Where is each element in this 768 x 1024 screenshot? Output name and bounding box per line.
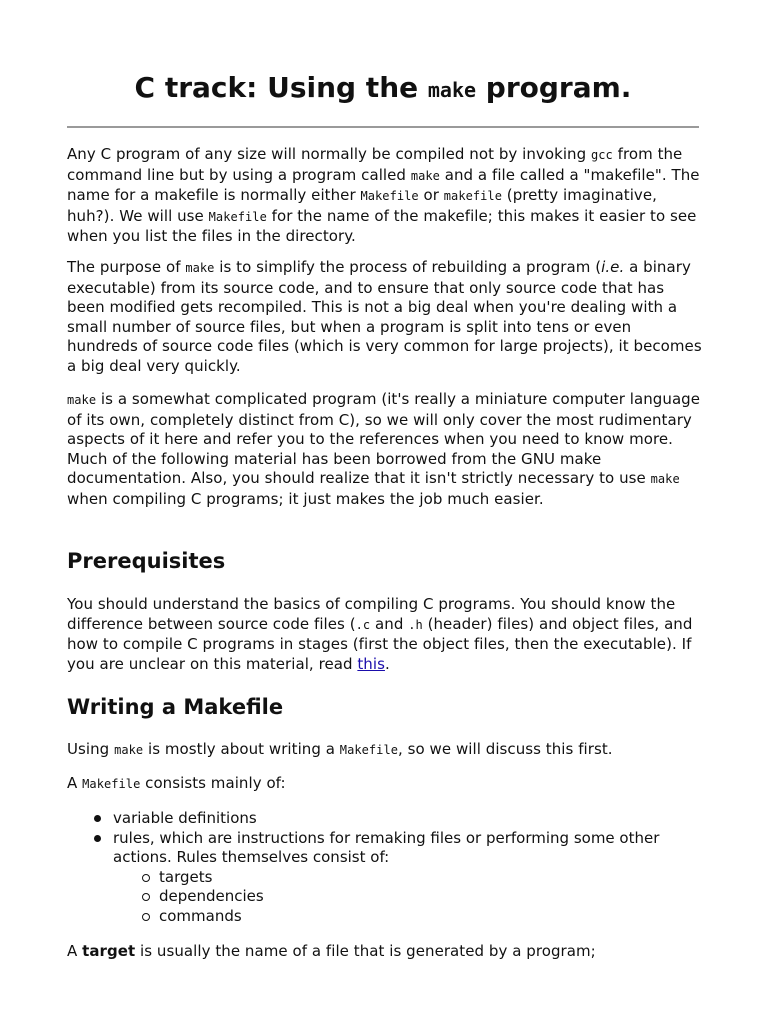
text: from the command line but by using a program called bbox=[67, 145, 683, 184]
text: variable definitions bbox=[113, 809, 257, 827]
code-make: make bbox=[650, 472, 680, 487]
text: rules, which are instructions for remaking files or performing some other actions. Rules themselves consist of: bbox=[113, 828, 660, 867]
text: Any C program of any size will normally be compiled not by invoking bbox=[67, 145, 591, 163]
page-title bbox=[67, 70, 699, 108]
bold-target: target bbox=[82, 942, 136, 960]
title-divider bbox=[67, 126, 699, 128]
rules-sublist bbox=[113, 868, 703, 927]
text: The purpose of bbox=[67, 258, 186, 276]
text: A bbox=[67, 942, 83, 960]
code-h-ext: .h bbox=[408, 617, 423, 632]
text: and a file called a "makefile". The name for a makefile is normally either bbox=[67, 165, 700, 205]
title-text-pre: C track: Using the bbox=[134, 71, 428, 104]
text: commands bbox=[159, 906, 242, 925]
this-link[interactable]: this bbox=[357, 654, 385, 673]
code-make: make bbox=[185, 261, 215, 275]
title-code: make bbox=[427, 78, 477, 102]
list-item bbox=[113, 907, 703, 927]
code-make: make bbox=[410, 168, 440, 183]
writing-paragraph-1 bbox=[67, 740, 703, 761]
text: (pretty imaginative, huh?). We will use bbox=[67, 186, 657, 225]
code-make: make bbox=[67, 393, 97, 407]
writing-paragraph-2 bbox=[67, 774, 703, 795]
list-item bbox=[67, 829, 703, 927]
heading-writing-makefile: Writing a Makefile bbox=[67, 695, 284, 719]
text: is usually the name of a file that is generated by a program; bbox=[135, 942, 596, 960]
text: consists mainly of: bbox=[140, 774, 286, 792]
text: targets bbox=[159, 867, 213, 886]
list-item bbox=[113, 868, 703, 888]
italic-ie: i.e. bbox=[601, 258, 625, 276]
text: is a somewhat complicated program (it's really a miniature computer language of its own, completely distinct from C), so we will only cover the most rudimentary aspects of it here and refer you to the references when you need to know more. Much of the following material has been borrowed from the GNU make documentation. Also, you should realize that it isn't strictly necessary to use bbox=[67, 390, 701, 488]
list-item bbox=[113, 887, 703, 907]
code-makefile-lower: makefile bbox=[443, 189, 502, 204]
prerequisites-paragraph bbox=[67, 595, 703, 674]
text: is mostly about writing a bbox=[143, 740, 340, 758]
text: You should understand the basics of compiling C programs. You should know the difference between source code files ( bbox=[67, 595, 676, 633]
text: for the name of the makefile; this makes it easier to see when you list the files in the directory. bbox=[67, 206, 697, 246]
list-item bbox=[67, 809, 703, 829]
intro-paragraph-3 bbox=[67, 390, 703, 510]
code-make: make bbox=[114, 743, 144, 757]
intro-paragraph-1 bbox=[67, 145, 703, 247]
text: or bbox=[418, 186, 444, 205]
text: Using bbox=[67, 740, 115, 758]
code-makefile-cap: Makefile bbox=[339, 743, 398, 757]
text: is to simplify the process of rebuilding a program ( bbox=[214, 258, 602, 276]
text: a binary executable) from its source code, and to ensure that only source code that has been modified gets recompiled. This is not a big deal when you're dealing with a small number of source files, but when a program is split into tens or even hundreds of source code files (which is very common for large projects), it becomes a big deal very quickly. bbox=[67, 258, 702, 375]
text: (header) files) and object files, and how to compile C programs in stages (first the object files, then the executable). If you are unclear on this material, read bbox=[67, 614, 693, 673]
heading-prerequisites: Prerequisites bbox=[67, 549, 226, 573]
text: dependencies bbox=[159, 887, 264, 906]
text: , so we will discuss this first. bbox=[398, 740, 613, 758]
text: A bbox=[67, 774, 83, 792]
code-c-ext: .c bbox=[355, 617, 371, 632]
title-text-post: program. bbox=[476, 71, 632, 104]
code-makefile-cap: Makefile bbox=[82, 777, 141, 791]
text: . bbox=[384, 654, 390, 673]
code-gcc: gcc bbox=[591, 148, 613, 162]
code-makefile-cap: Makefile bbox=[360, 189, 419, 204]
writing-paragraph-3 bbox=[67, 942, 703, 962]
text: when compiling C programs; it just makes the job much easier. bbox=[67, 489, 544, 508]
code-makefile-cap: Makefile bbox=[208, 209, 267, 224]
makefile-contents-list bbox=[67, 809, 703, 927]
text: and bbox=[370, 614, 409, 633]
intro-paragraph-2 bbox=[67, 258, 703, 377]
